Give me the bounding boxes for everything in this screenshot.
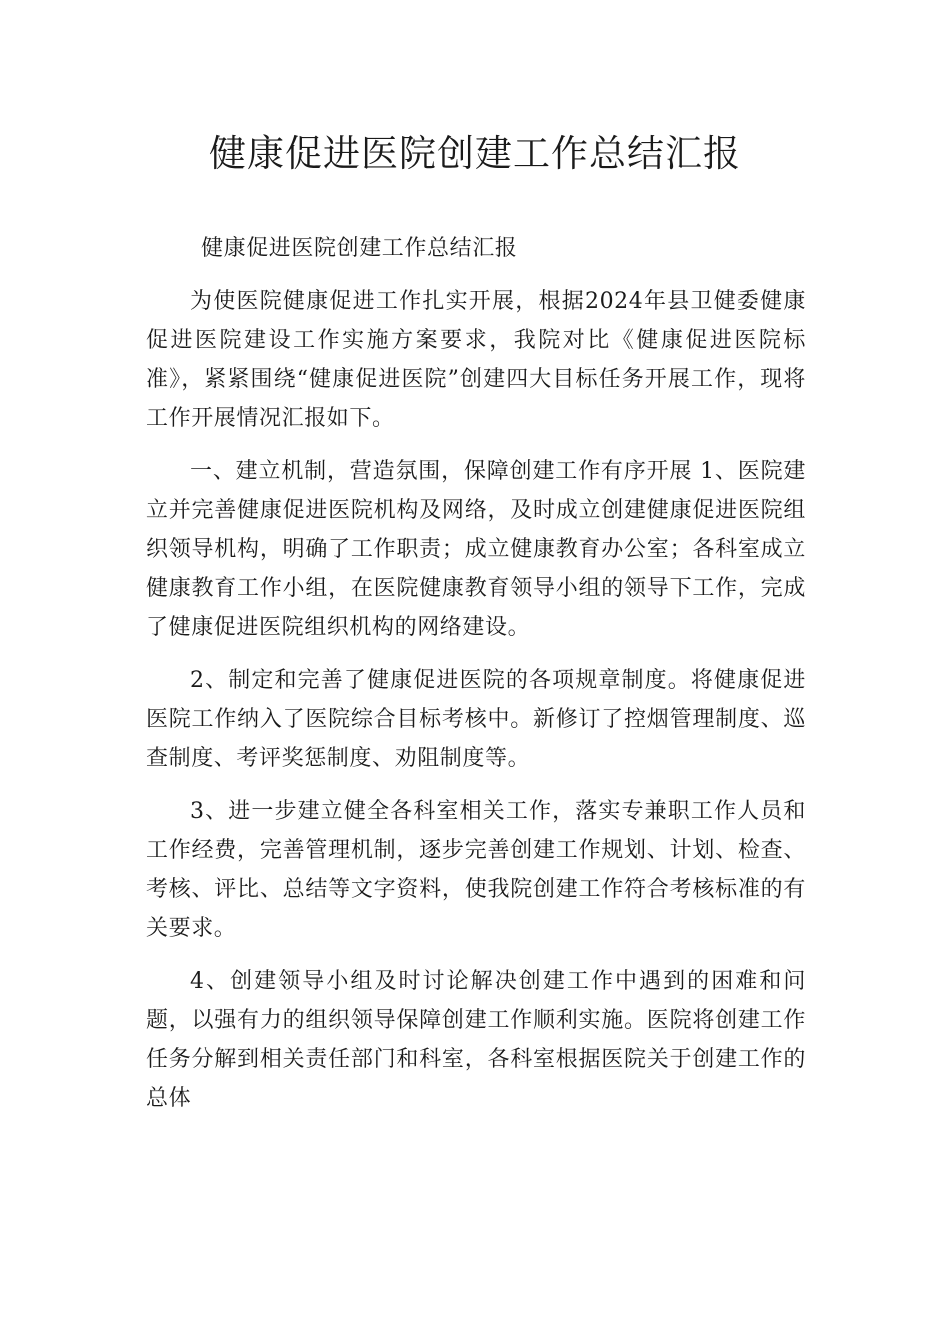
paragraph-item-3: 3、进一步建立健全各科室相关工作，落实专兼职工作人员和工作经费，完善管理机制，逐步完善创建工作规划、计划、检查、考核、评比、总结等文字资料，使我院创建工作符合考核标准的有关要求。 bbox=[146, 799, 806, 941]
paragraph-item-2: 2、制定和完善了健康促进医院的各项规章制度。将健康促进医院工作纳入了医院综合目标考核中。新修订了控烟管理制度、巡查制度、考评奖惩制度、劝阻制度等。 bbox=[146, 668, 806, 771]
document-body bbox=[146, 229, 806, 1132]
paragraph-item-4: 4、创建领导小组及时讨论解决创建工作中遇到的困难和问题，以强有力的组织领导保障创建工作顺利实施。医院将创建工作任务分解到相关责任部门和科室，各科室根据医院关于创建工作的总体 bbox=[146, 969, 806, 1111]
document-subtitle: 健康促进医院创建工作总结汇报 bbox=[201, 236, 518, 261]
document-title: 健康促进医院创建工作总结汇报 bbox=[209, 132, 741, 175]
paragraph-intro: 为使医院健康促进工作扎实开展，根据2024年县卫健委健康促进医院建设工作实施方案要求，我院对比《健康促进医院标准》，紧紧围绕“健康促进医院”创建四大目标任务开展工作，现将工作开展情况汇报如下。 bbox=[146, 289, 806, 431]
paragraph-section-1: 一、建立机制，营造氛围，保障创建工作有序开展 1、医院建立并完善健康促进医院机构及网络，及时成立创建健康促进医院组织领导机构，明确了工作职责；成立健康教育办公室；各科室成立健康教育工作小组，在医院健康教育领导小组的领导下工作，完成了健康促进医院组织机构的网络建设。 bbox=[146, 459, 806, 640]
